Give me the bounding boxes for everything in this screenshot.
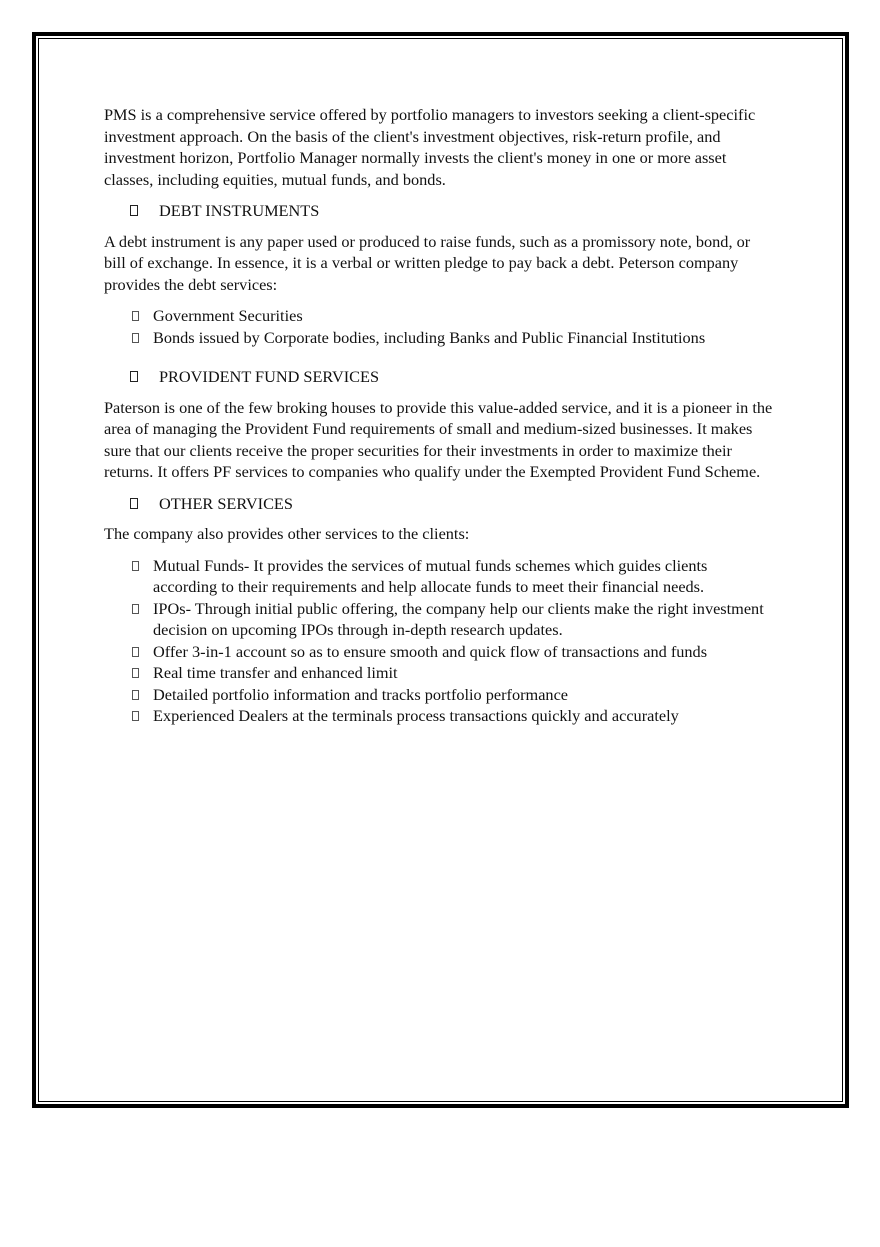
document-body bbox=[104, 104, 774, 727]
list-item bbox=[132, 598, 774, 641]
list-item-text: Real time transfer and enhanced limit bbox=[153, 663, 398, 682]
intro-paragraph: PMS is a comprehensive service offered by portfolio managers to investors seeking a client-specific investment approach. On the basis of the client's investment objectives, risk-return profile, and investment horizon, Portfolio Manager normally invests the client's money in one or more asset classes, including equities, mutual funds, and bonds. bbox=[104, 105, 756, 189]
list-item-text: IPOs- Through initial public offering, the company help our clients make the right investment decision on upcoming IPOs through in-depth research updates. bbox=[153, 598, 764, 639]
checkbox-bullet-icon bbox=[132, 311, 139, 321]
debt-heading bbox=[130, 200, 774, 222]
checkbox-bullet-icon bbox=[132, 604, 139, 614]
list-item bbox=[132, 305, 774, 327]
list-item-text: Experienced Dealers at the terminals process transactions quickly and accurately bbox=[153, 706, 679, 725]
list-item-text: Offer 3-in-1 account so as to ensure smooth and quick flow of transactions and funds bbox=[153, 641, 708, 661]
list-item bbox=[132, 662, 774, 684]
checkbox-bullet-icon bbox=[132, 333, 139, 343]
list-item bbox=[132, 327, 774, 349]
debt-list bbox=[104, 305, 774, 348]
checkbox-bullet-icon bbox=[130, 498, 138, 509]
list-item bbox=[132, 641, 774, 663]
checkbox-bullet-icon bbox=[130, 205, 138, 216]
list-item bbox=[132, 555, 774, 598]
other-list bbox=[104, 555, 774, 727]
checkbox-bullet-icon bbox=[132, 561, 139, 571]
debt-heading-text: DEBT INSTRUMENTS bbox=[159, 201, 320, 220]
pf-paragraph: Paterson is one of the few broking houses to provide this value-added service, and it is a pioneer in the area of managing the Provident Fund requirements of small and medium-sized businesses. It makes sure that our clients receive the proper securities for their investments in order to maximize their returns. It offers PF services to companies who qualify under the Exempted Provident Fund Scheme. bbox=[104, 397, 773, 481]
debt-paragraph: A debt instrument is any paper used or produced to raise funds, such as a promissory note, bond, or bill of exchange. In essence, it is a verbal or written pledge to pay back a debt. Peterson company provides the debt services: bbox=[104, 231, 751, 294]
checkbox-bullet-icon bbox=[130, 371, 138, 382]
list-item-text: Mutual Funds- It provides the services of mutual funds schemes which guides clients according to their requirements and help allocate funds to meet their financial needs. bbox=[153, 555, 708, 596]
list-item-text: Government Securities bbox=[153, 306, 303, 325]
other-heading bbox=[130, 493, 774, 515]
list-item-text: Bonds issued by Corporate bodies, including Banks and Public Financial Institutions bbox=[153, 327, 706, 347]
checkbox-bullet-icon bbox=[132, 711, 139, 721]
list-item bbox=[132, 684, 774, 706]
checkbox-bullet-icon bbox=[132, 647, 139, 657]
checkbox-bullet-icon bbox=[132, 690, 139, 700]
checkbox-bullet-icon bbox=[132, 668, 139, 678]
pf-heading-text: PROVIDENT FUND SERVICES bbox=[159, 367, 380, 386]
other-heading-text: OTHER SERVICES bbox=[159, 493, 293, 513]
list-item-text: Detailed portfolio information and tracks portfolio performance bbox=[153, 684, 569, 704]
other-paragraph: The company also provides other services to the clients: bbox=[104, 524, 470, 543]
list-item bbox=[132, 705, 774, 727]
pf-heading bbox=[130, 366, 774, 388]
